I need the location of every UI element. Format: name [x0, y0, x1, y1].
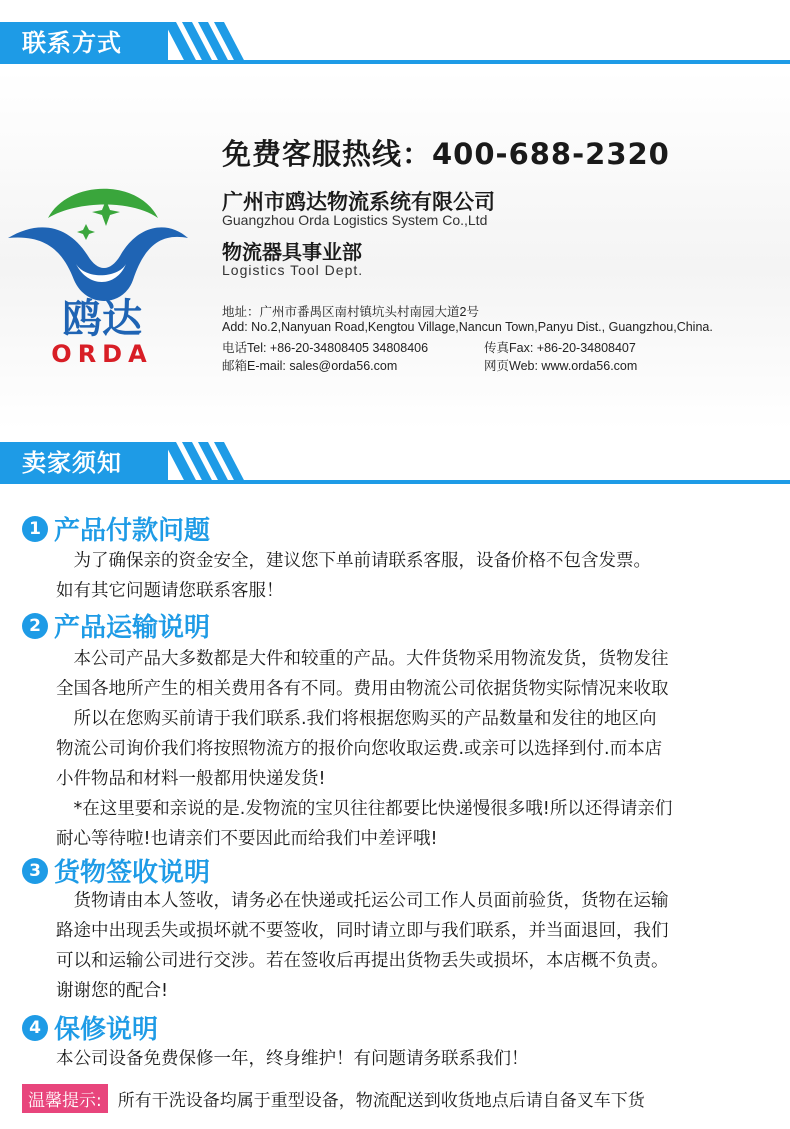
section-line: 可以和运输公司进行交涉。若在签收后再提出货物丢失或损坏，本店概不负责。 — [56, 951, 669, 971]
section-line: 为了确保亲的资金安全，建议您下单前请联系客服，设备价格不包含发票。 — [56, 551, 651, 571]
orda-logo — [8, 160, 198, 370]
banner-rule — [160, 480, 790, 484]
section-1-heading — [22, 510, 210, 547]
section-title: 货物签收说明 — [54, 858, 211, 888]
company-name-en: Guangzhou Orda Logistics System Co.,Ltd — [222, 212, 488, 228]
email-link[interactable]: 邮箱E-mail: sales@orda56.com — [222, 359, 398, 373]
section-number-badge: 4 — [22, 1015, 48, 1041]
address-cn: 地址：广州市番禺区南村镇坑头村南园大道2号 — [222, 305, 479, 319]
section-line: 谢谢您的配合! — [56, 981, 169, 1001]
section-title: 产品运输说明 — [54, 613, 211, 643]
hotline-text: 免费客服热线：400-688-2320 — [222, 137, 670, 171]
section-number-badge: 1 — [22, 516, 48, 542]
warm-tip — [22, 1084, 645, 1113]
web-link[interactable]: 网页Web: www.orda56.com — [484, 359, 638, 373]
tip-label: 温馨提示: — [22, 1084, 108, 1113]
section-title: 产品付款问题 — [54, 516, 211, 546]
dept-name-cn: 物流器具事业部 — [222, 240, 362, 264]
section-line: 耐心等待啦!也请亲们不要因此而给我们中差评哦! — [56, 829, 438, 849]
section-line: 小件物品和材料一般都用快递发货! — [56, 769, 326, 789]
company-name-cn: 广州市鸥达物流系统有限公司 — [222, 190, 495, 214]
section-number-badge: 2 — [22, 613, 48, 639]
logo-en-text: ORDA — [51, 340, 153, 368]
address-en: Add: No.2,Nanyuan Road,Kengtou Village,Nancun Town,Panyu Dist., Guangzhou,China. — [222, 320, 713, 334]
section-4-heading — [22, 1009, 158, 1046]
section-line: *在这里要和亲说的是.发物流的宝贝往往都要比快递慢很多哦!所以还得请亲们 — [56, 799, 673, 819]
dept-name-en: Logistics Tool Dept. — [222, 262, 364, 278]
section-line: 所以在您购买前请于我们联系.我们将根据您购买的产品数量和发往的地区向 — [56, 709, 657, 729]
section-line: 本公司设备免费保修一年，终身维护！有问题请务联系我们！ — [56, 1049, 529, 1069]
section-1-body — [56, 546, 771, 606]
seller-banner-title: 卖家须知 — [0, 442, 168, 484]
contact-banner — [0, 0, 790, 70]
seller-banner — [0, 420, 790, 490]
section-3-body — [56, 886, 771, 1006]
section-2-heading — [22, 607, 210, 644]
section-line: 物流公司询价我们将按照物流方的报价向您收取运费.或亲可以选择到付.而本店 — [56, 739, 663, 759]
section-number-badge: 3 — [22, 858, 48, 884]
section-line: 货物请由本人签收，请务必在快递或托运公司工作人员面前验货，货物在运输 — [56, 891, 669, 911]
section-title: 保修说明 — [54, 1015, 159, 1045]
section-line: 全国各地所产生的相关费用各有不同。费用由物流公司依据货物实际情况来收取 — [56, 679, 669, 699]
fax-text: 传真Fax: +86-20-34808407 — [484, 341, 636, 355]
banner-stripes — [150, 22, 260, 64]
section-4-body — [56, 1044, 771, 1074]
section-line: 本公司产品大多数都是大件和较重的产品。大件货物采用物流发货，货物发往 — [56, 649, 669, 669]
section-line: 路途中出现丢失或损坏就不要签收，同时请立即与我们联系，并当面退回，我们 — [56, 921, 669, 941]
section-3-heading — [22, 852, 210, 889]
section-2-body — [56, 644, 771, 854]
contact-banner-title: 联系方式 — [0, 22, 168, 64]
banner-stripes — [150, 442, 260, 484]
banner-rule — [160, 60, 790, 64]
tel-text: 电话Tel: +86-20-34808405 34808406 — [222, 341, 429, 355]
logo-cn-text: 鸥达 — [62, 296, 142, 342]
section-line: 如有其它问题请您联系客服！ — [56, 581, 284, 601]
tip-text: 所有干洗设备均属于重型设备，物流配送到收货地点后请自备叉车下货 — [117, 1091, 645, 1111]
